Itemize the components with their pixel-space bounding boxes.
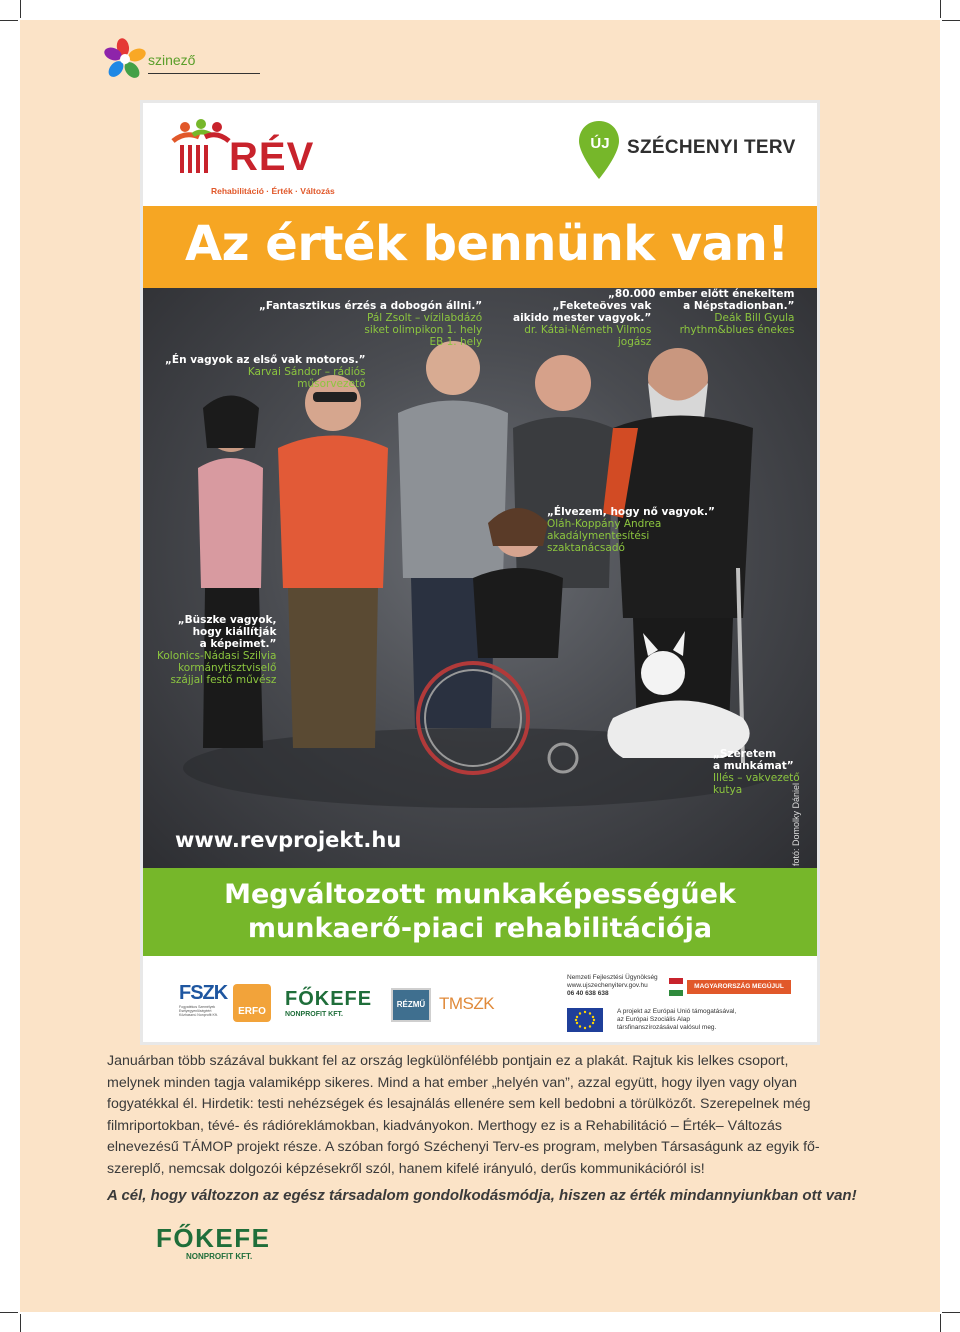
quote-text: „Élvezem, hogy nő vagyok.” bbox=[547, 506, 715, 518]
quote-text: „Szeretem bbox=[713, 748, 777, 760]
subheadline-line2: munkaerő-piaci rehabilitációja bbox=[247, 913, 713, 944]
quote-name: Illés – vakvezető bbox=[713, 772, 800, 784]
quote-name: Deák Bill Gyula bbox=[714, 312, 795, 324]
quote-role: kormánytisztviselő bbox=[178, 662, 277, 674]
flower-logo-icon bbox=[104, 38, 146, 80]
headline-band bbox=[143, 206, 817, 288]
article-line: melynek minden tagja valamiképp sikeres. Mind a hat ember „helyén van”, azzal együtt, hogy ilyen vagy olyan bbox=[107, 1074, 798, 1091]
erfo-logo bbox=[233, 984, 271, 1022]
crop-mark bbox=[0, 20, 18, 21]
rev-figures-icon bbox=[171, 119, 231, 179]
crop-mark bbox=[20, 1314, 21, 1332]
quote-text: „Feketeöves vak bbox=[552, 300, 652, 312]
poster-header bbox=[143, 103, 817, 206]
footer-logo-subtitle: NONPROFIT KFT. bbox=[186, 1252, 253, 1261]
szechenyi-terv-logo bbox=[573, 119, 803, 189]
szechenyi-prefix: ÚJ bbox=[590, 135, 610, 152]
quote-text: „Büszke vagyok, bbox=[177, 614, 277, 626]
crop-mark bbox=[940, 0, 941, 18]
eu-line: társfinanszírozásával valósul meg. bbox=[617, 1024, 717, 1031]
fszk-subtitle: Fogyatékos Személyek Esélyegyenlőségéért Közhasznú Nonprofit Kft. bbox=[179, 1005, 218, 1017]
quote-role: akadálymentesítési bbox=[547, 530, 650, 542]
hungary-banner-text: MAGYARORSZÁG MEGÚJUL bbox=[687, 980, 791, 994]
eu-support-text bbox=[617, 1008, 787, 1032]
quote-role: szájjal festő művész bbox=[170, 674, 277, 686]
article-line: fogyatékkal él. Hirdetik: testi nehézségek és lesajnálás ellenére sem kell bedobni a törülközőt. Szerepelnek még bbox=[107, 1096, 811, 1113]
quote-role: jogász bbox=[617, 336, 652, 348]
quote-name: dr. Kátai-Németh Vilmos bbox=[524, 324, 652, 336]
fokefe-wordmark: FŐKEFE bbox=[285, 988, 373, 1010]
subheadline-band bbox=[143, 868, 817, 956]
rev-logo bbox=[171, 115, 335, 196]
quote-role: szaktanácsadó bbox=[547, 542, 625, 554]
quote-name: Karvai Sándor – rádiós bbox=[247, 366, 366, 378]
rev-tagline: Rehabilitáció · Érték · Változás bbox=[211, 186, 335, 196]
eu-flag-icon bbox=[567, 1008, 603, 1032]
crop-mark bbox=[940, 1314, 941, 1332]
article-line: elnevezésű TÁMOP projekt része. A szóban forgó Széchenyi Terv-es program, melyben Társaságunk az egyik fő- bbox=[107, 1139, 820, 1156]
poster bbox=[140, 100, 820, 1045]
quote-name: Oláh-Koppány Andrea bbox=[547, 518, 662, 530]
eu-line: az Európai Szociális Alap bbox=[617, 1016, 690, 1023]
quote-text: a Népstadionban.” bbox=[683, 300, 795, 312]
crop-mark bbox=[942, 20, 960, 21]
quote-karvai bbox=[165, 354, 366, 390]
quote-role: rhythm&blues énekes bbox=[679, 324, 795, 336]
footer-fokefe-logo bbox=[156, 1223, 271, 1270]
quote-olah bbox=[547, 506, 715, 554]
hungary-banner bbox=[669, 978, 793, 996]
fokefe-logo bbox=[285, 988, 381, 1018]
nfu-block bbox=[567, 974, 667, 998]
photo-credit: fotó: Domolky Dániel bbox=[791, 782, 801, 866]
quote-role: kutya bbox=[713, 784, 743, 796]
erfo-wordmark: ERFO bbox=[238, 1006, 266, 1017]
project-url: www.revprojekt.hu bbox=[175, 828, 402, 852]
quote-name: Kolonics-Nádasi Szilvia bbox=[157, 650, 277, 662]
quote-text: hogy kiállítják bbox=[192, 626, 277, 638]
szechenyi-wordmark: SZÉCHENYI TERV bbox=[627, 137, 796, 158]
brand-underline bbox=[148, 73, 260, 74]
tmszk-logo: TMSZK bbox=[439, 994, 495, 1013]
quote-kolonics bbox=[157, 614, 276, 686]
article-line: filmriportokban, tévé- és rádióreklámokban, kiadványokon. Merthogy ez is a Rehabilitáció – Érték– Változás bbox=[107, 1117, 783, 1134]
quote-text: „Én vagyok az első vak motoros.” bbox=[165, 354, 366, 366]
quote-role: siket olimpikon 1. hely bbox=[364, 324, 483, 336]
quote-text: „80.000 ember előtt énekeltem bbox=[608, 288, 795, 300]
footer-logo-wordmark: FŐKEFE bbox=[156, 1223, 271, 1253]
brand bbox=[104, 38, 264, 78]
article-body bbox=[107, 1051, 853, 1181]
quote-name: Pál Zsolt – vízilabdázó bbox=[367, 312, 483, 324]
eu-line: A projekt az Európai Unió támogatásával, bbox=[617, 1008, 737, 1015]
quote-text: „Fantasztikus érzés a dobogón állni.” bbox=[259, 300, 483, 312]
crop-mark bbox=[0, 1312, 18, 1313]
article-line: szereplő, nemcsak dolgozói képzésekről szól, hanem kifelé irányuló, derűs kommunikációról is! bbox=[107, 1160, 705, 1177]
nfu-phone: 06 40 638 638 bbox=[567, 990, 609, 997]
quote-illes bbox=[713, 748, 800, 796]
crop-mark bbox=[942, 1312, 960, 1313]
quote-pal bbox=[259, 300, 482, 348]
article-tagline: A cél, hogy változzon az egész társadalom gondolkodásmódja, hiszen az érték mindannyiunkban ott van! bbox=[107, 1187, 857, 1204]
partner-logos bbox=[143, 956, 817, 1042]
quote-text: a munkámat” bbox=[713, 760, 794, 772]
quote-role: műsorvezető bbox=[297, 378, 366, 390]
article-line: Januárban több százával bukkant fel az ország legkülönfélébb pontjain ez a plakát. Rajtuk kis lelkes csoport, bbox=[107, 1053, 789, 1069]
fszk-wordmark: FSZK bbox=[179, 982, 228, 1004]
group-photo bbox=[143, 288, 817, 868]
quote-role: EB 1. hely bbox=[429, 336, 483, 348]
rev-wordmark: RÉV bbox=[229, 135, 315, 179]
fszk-logo bbox=[179, 982, 228, 1017]
brand-name: szinező bbox=[148, 52, 196, 68]
subheadline-line1: Megváltozott munkaképességűek bbox=[224, 879, 736, 910]
quote-deak bbox=[608, 288, 794, 336]
nfu-url: www.ujszechenyiterv.gov.hu bbox=[567, 982, 648, 989]
quote-text: aikido mester vagyok.” bbox=[513, 312, 652, 324]
nfu-name: Nemzeti Fejlesztési Ügynökség bbox=[567, 974, 658, 981]
quote-text: a képeimet.” bbox=[199, 638, 277, 650]
rezmu-wordmark: RÉZMŰ bbox=[396, 1000, 426, 1009]
poster-headline: Az érték bennünk van! bbox=[185, 216, 789, 272]
rezmu-logo bbox=[391, 988, 431, 1022]
crop-mark bbox=[20, 0, 21, 18]
fokefe-subtitle: NONPROFIT KFT. bbox=[285, 1011, 343, 1018]
